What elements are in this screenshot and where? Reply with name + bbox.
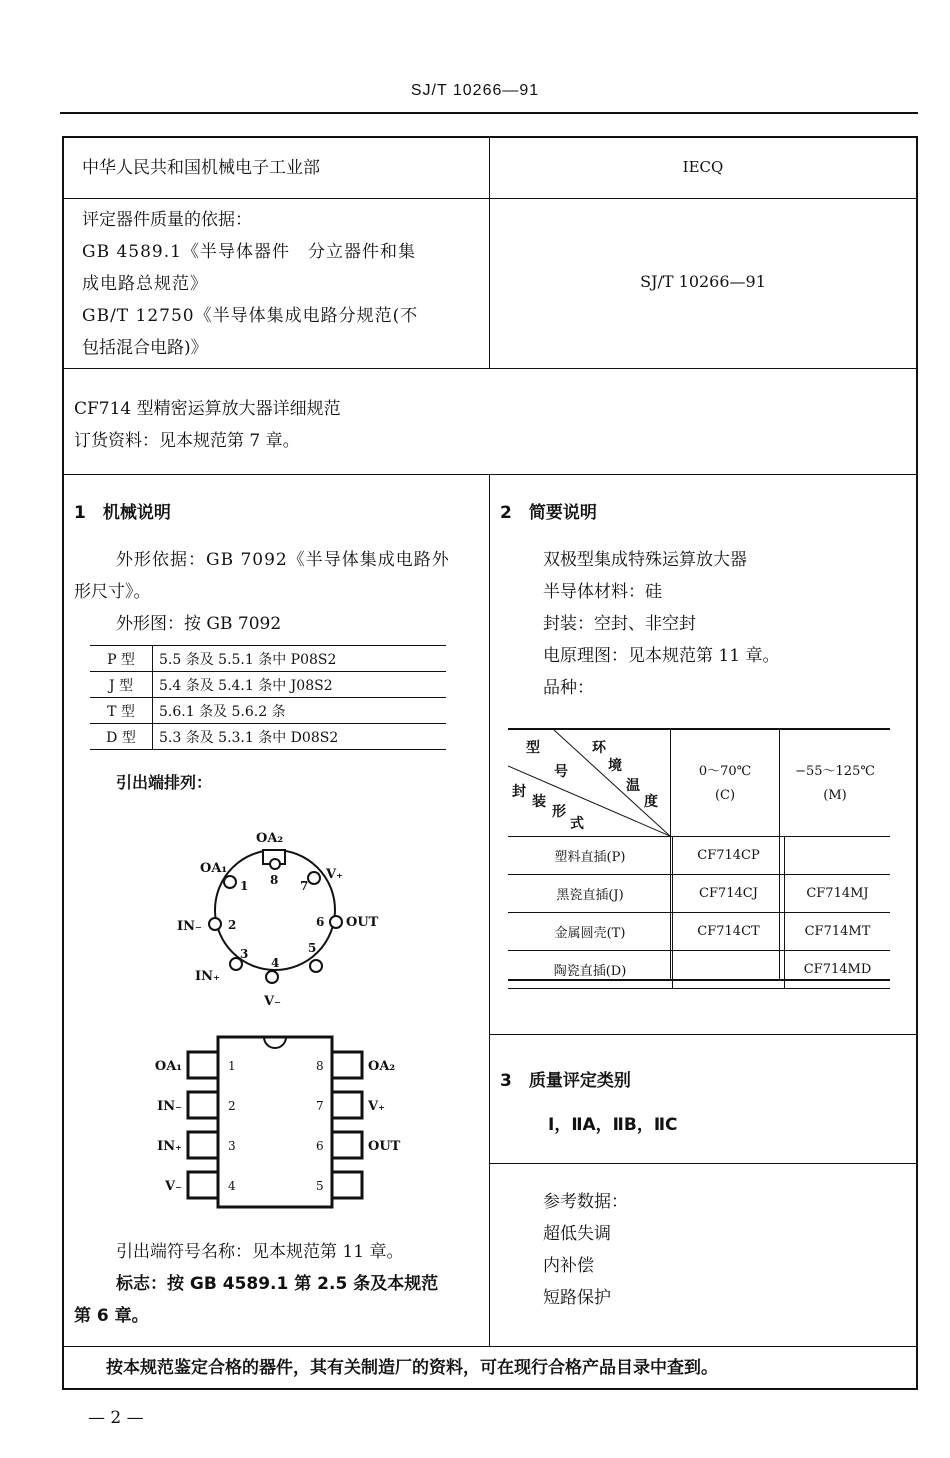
variety-table — [508, 837, 890, 989]
section-3-title: 3 质量评定类别 — [500, 1071, 631, 1091]
part-c: CF714CT — [673, 913, 785, 951]
pin-number: 2 — [228, 1099, 236, 1113]
pin-number: 7 — [300, 879, 309, 893]
dip-lead-5 — [332, 1172, 362, 1198]
table-row — [90, 672, 446, 698]
diag-text: 封 — [512, 784, 526, 800]
package-type: 黑瓷直插(J) — [508, 875, 673, 913]
table-row — [90, 646, 446, 672]
outline-ref: 5.4 条及 5.4.1 条中 J08S2 — [153, 672, 447, 698]
dip-package-diagram — [140, 1030, 430, 1215]
temp-grade-c: (C) — [714, 788, 736, 803]
part-m: CF714MD — [785, 951, 891, 989]
part-m — [785, 837, 891, 875]
diag-text: 度 — [644, 794, 658, 810]
pin-2-lead — [209, 918, 221, 930]
brief-line-3: 封装：空封、非空封 — [543, 614, 696, 634]
rule-4 — [62, 1346, 918, 1347]
brief-line-5: 品种： — [543, 678, 594, 698]
table-row — [508, 837, 890, 875]
pin-4-lead — [266, 971, 278, 983]
pin-8-lead — [270, 859, 280, 869]
dip-right-label: OA₂ — [368, 1059, 396, 1074]
diag-text: 境 — [608, 758, 622, 774]
ministry-name: 中华人民共和国机械电子工业部 — [82, 158, 320, 178]
pin-4-label: V₋ — [264, 994, 281, 1009]
pin-number: 1 — [228, 1059, 236, 1073]
table-row — [508, 875, 890, 913]
table-row — [508, 913, 890, 951]
pin-number: 8 — [316, 1059, 324, 1073]
pin-number: 8 — [270, 873, 279, 887]
rule-1 — [62, 198, 918, 199]
frame-left — [62, 136, 64, 1390]
round-package-diagram — [160, 820, 400, 1015]
basis-line-1: GB 4589.1《半导体器件 分立器件和集 — [82, 242, 416, 262]
pin-number: 3 — [240, 947, 249, 961]
pin-6-label: OUT — [346, 915, 379, 930]
basis-line-2: 成电路总规范》 — [82, 274, 208, 294]
basis-line-3: GB/T 12750《半导体集成电路分规范(不 — [82, 306, 419, 326]
pin-1-label: OA₁ — [200, 861, 228, 876]
pin-number: 6 — [316, 915, 325, 929]
dip-left-label: IN₊ — [157, 1139, 182, 1154]
reference-item: 内补偿 — [543, 1256, 594, 1276]
dip-left-label: OA₁ — [154, 1059, 182, 1074]
pin-number: 4 — [271, 956, 280, 970]
pin-3-label: IN₊ — [195, 969, 220, 984]
pin-1-lead — [224, 876, 236, 888]
diag-text: 温 — [626, 778, 640, 794]
pin-number: 3 — [228, 1139, 236, 1153]
marking-2: 第 6 章。 — [74, 1306, 149, 1326]
pinout-title: 引出端排列： — [116, 773, 213, 792]
outline-type: D 型 — [90, 724, 153, 750]
dip-lead-4 — [188, 1172, 218, 1198]
part-m: CF714MT — [785, 913, 891, 951]
rule-right-1 — [489, 1034, 917, 1035]
part-c: CF714CJ — [673, 875, 785, 913]
dip-lead-2 — [188, 1092, 218, 1118]
brief-line-1: 双极型集成特殊运算放大器 — [543, 550, 747, 570]
brief-line-4: 电原理图：见本规范第 11 章。 — [543, 646, 780, 666]
order-info: 订货资料：见本规范第 7 章。 — [74, 431, 300, 451]
dip-lead-1 — [188, 1052, 218, 1078]
rule-3 — [62, 474, 918, 475]
outline-type: J 型 — [90, 672, 153, 698]
variety-diagonal-header — [508, 730, 670, 836]
basis-label: 评定器件质量的依据： — [82, 210, 252, 230]
marking-1: 标志：按 GB 4589.1 第 2.5 条及本规范 — [116, 1274, 439, 1294]
footer-note: 按本规范鉴定合格的器件，其有关制造厂的资料，可在现行合格产品目录中查到。 — [106, 1358, 718, 1378]
brief-line-2: 半导体材料：硅 — [543, 582, 662, 602]
outline-drawing: 外形图：按 GB 7092 — [116, 614, 282, 634]
pin-names-ref: 引出端符号名称：见本规范第 11 章。 — [116, 1242, 404, 1262]
reference-label: 参考数据： — [543, 1192, 628, 1212]
diag-text: 式 — [570, 816, 584, 832]
table-row — [508, 951, 890, 989]
outline-type: P 型 — [90, 646, 153, 672]
pin-number: 4 — [228, 1179, 236, 1193]
dip-right-label: OUT — [368, 1139, 401, 1154]
temp-range-c: 0～70℃ — [698, 764, 752, 779]
header-rule — [60, 112, 918, 114]
outline-type: T 型 — [90, 698, 153, 724]
dip-lead-8 — [332, 1052, 362, 1078]
pin-number: 2 — [228, 918, 237, 932]
outline-ref: 5.3 条及 5.3.1 条中 D08S2 — [153, 724, 447, 750]
temp-grade-m: (M) — [823, 788, 847, 803]
table-row — [90, 724, 446, 750]
package-type: 金属圆壳(T) — [508, 913, 673, 951]
outline-basis-1: 外形依据：GB 7092《半导体集成电路外 — [116, 550, 450, 570]
dip-right-label: V₊ — [368, 1099, 385, 1114]
pin-7-label: V₊ — [326, 867, 343, 882]
pin-number: 5 — [308, 941, 317, 955]
diag-text: 型 — [526, 740, 540, 756]
pin-number: 7 — [316, 1099, 324, 1113]
diag-text: 形 — [552, 804, 566, 820]
part-c: CF714CP — [673, 837, 785, 875]
pin-number: 5 — [316, 1179, 324, 1193]
part-c — [673, 951, 785, 989]
frame-right — [916, 136, 918, 1390]
pin-number: 1 — [240, 879, 249, 893]
reference-item: 超低失调 — [543, 1224, 611, 1244]
pin-7-lead — [308, 872, 320, 884]
frame-top — [62, 136, 918, 138]
package-type: 塑料直插(P) — [508, 837, 673, 875]
rule-2 — [62, 368, 918, 369]
temp-range-m: −55～125℃ — [795, 764, 875, 779]
diag-text: 号 — [554, 764, 568, 780]
pin-8-label: OA₂ — [256, 831, 284, 846]
doc-code: SJ/T 10266—91 — [640, 272, 766, 291]
page-header: SJ/T 10266—91 — [410, 82, 540, 99]
iecq-label: IECQ — [682, 158, 724, 176]
section-2-title: 2 简要说明 — [500, 503, 597, 523]
dip-lead-7 — [332, 1092, 362, 1118]
section-1-title: 1 机械说明 — [74, 503, 171, 523]
spec-title: CF714 型精密运算放大器详细规范 — [74, 399, 341, 419]
diag-text: 装 — [532, 794, 546, 810]
page-number: — 2 — — [88, 1408, 144, 1428]
table-row — [90, 698, 446, 724]
reference-item: 短路保护 — [543, 1288, 611, 1308]
basis-line-4: 包括混合电路)》 — [82, 338, 208, 358]
pin-6-lead — [330, 916, 342, 928]
dip-left-label: IN₋ — [157, 1099, 182, 1114]
pin-2-label: IN₋ — [177, 919, 202, 934]
diag-text: 环 — [592, 740, 606, 756]
package-type: 陶瓷直插(D) — [508, 951, 673, 989]
frame-bottom — [62, 1388, 918, 1390]
quality-categories: Ⅰ，ⅡA，ⅡB，ⅡC — [548, 1115, 678, 1135]
dip-left-label: V₋ — [165, 1179, 182, 1194]
outline-table — [90, 645, 446, 750]
outline-basis-2: 形尺寸》。 — [74, 582, 151, 602]
rule-right-2 — [489, 1163, 917, 1164]
dip-lead-3 — [188, 1132, 218, 1158]
dip-lead-6 — [332, 1132, 362, 1158]
col-divider-main — [489, 474, 490, 1346]
outline-ref: 5.6.1 条及 5.6.2 条 — [153, 698, 447, 724]
pin-number: 6 — [316, 1139, 324, 1153]
pin-5-lead — [310, 960, 322, 972]
outline-ref: 5.5 条及 5.5.1 条中 P08S2 — [153, 646, 447, 672]
part-m: CF714MJ — [785, 875, 891, 913]
